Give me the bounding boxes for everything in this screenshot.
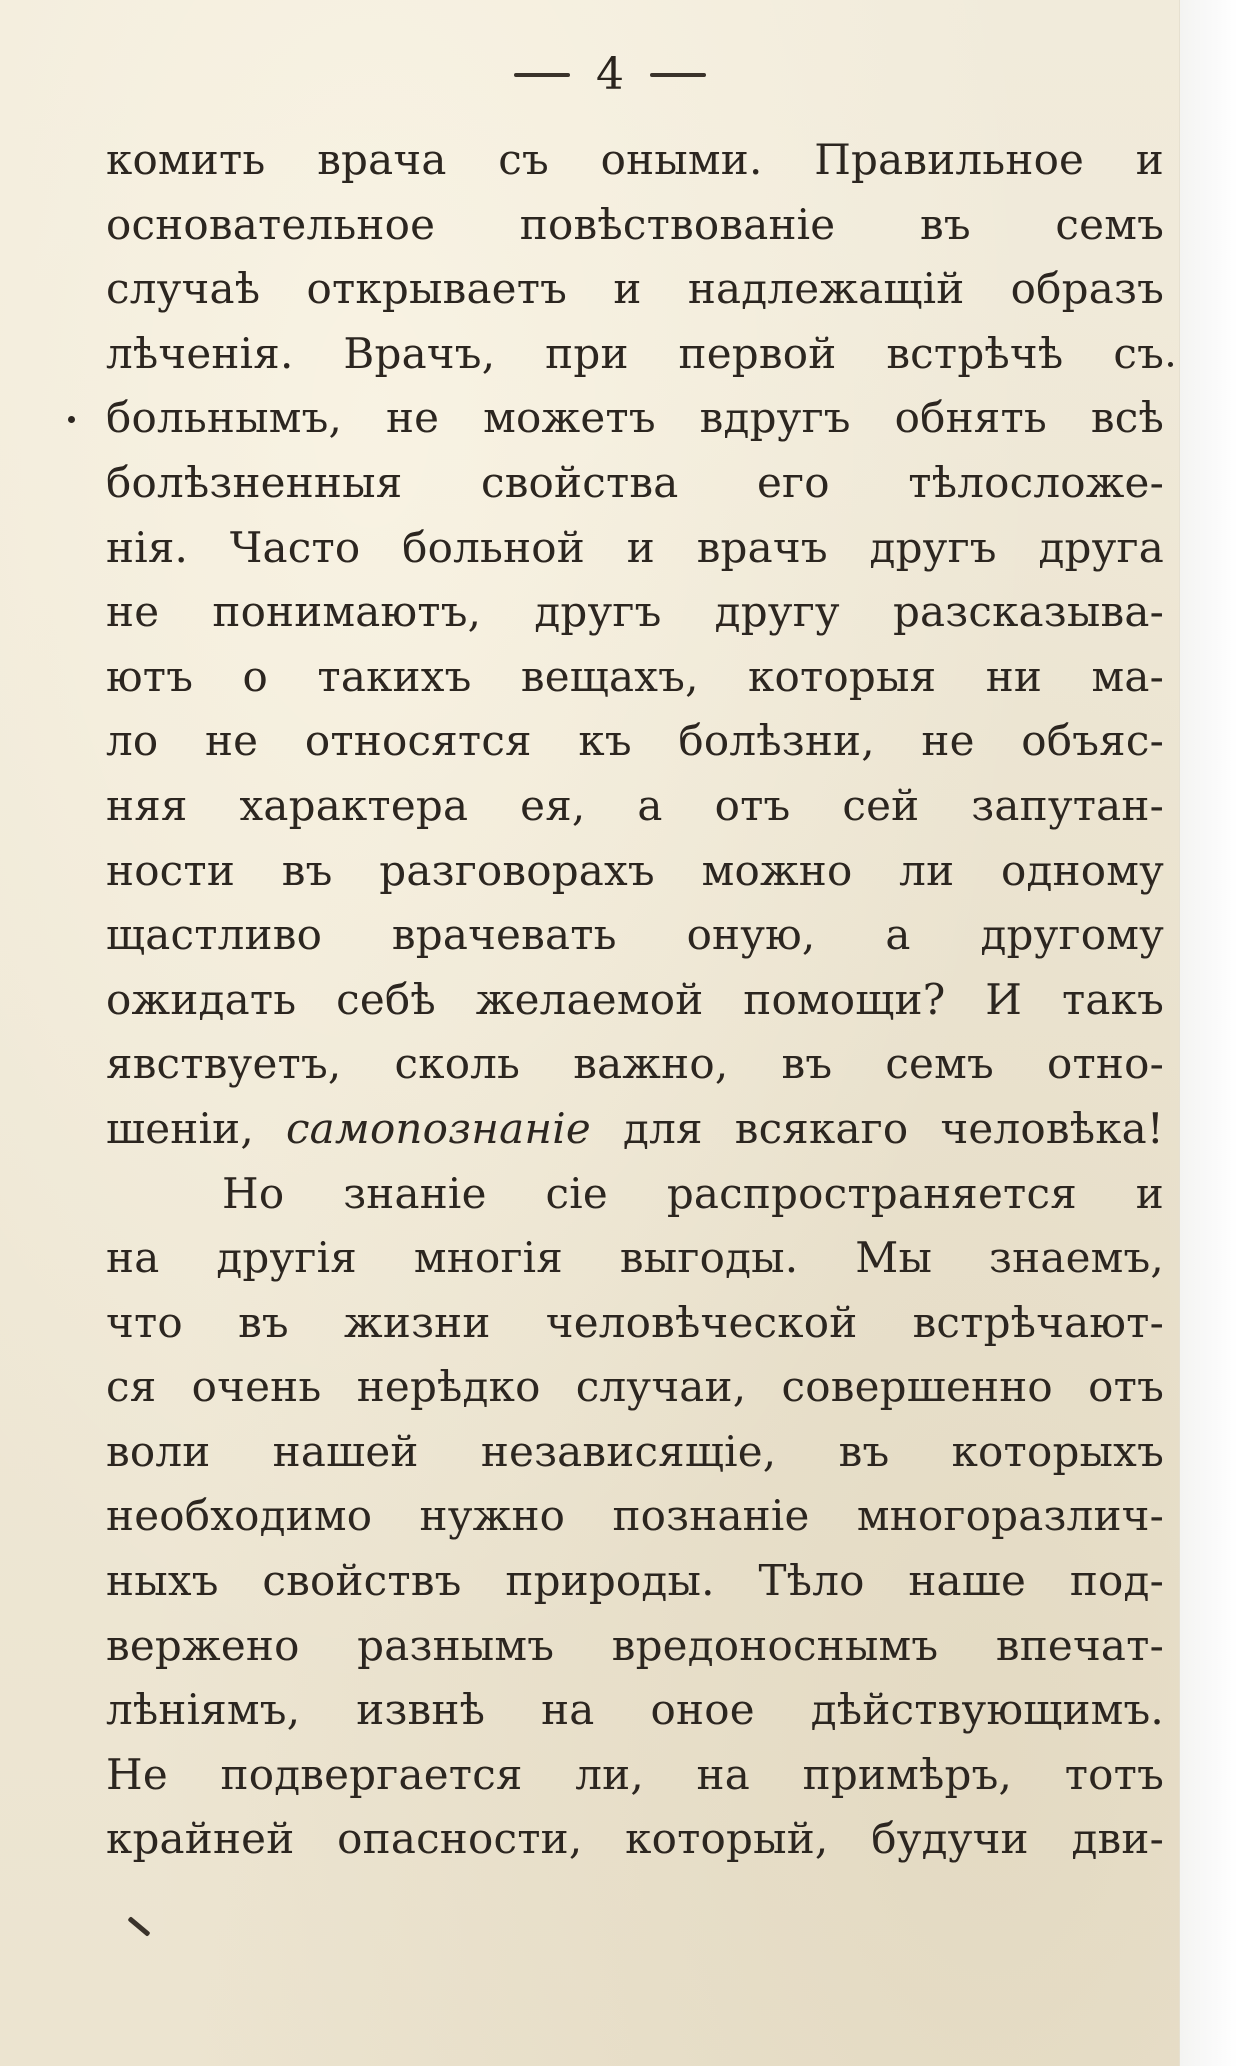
paragraph-first-line: Но знаніе сіе распространяется и — [222, 1168, 1164, 1218]
text-line: Не подвергается ли, на примѣръ, тотъ — [106, 1749, 1164, 1799]
text-line: основательное повѣствованіе въ семъ — [106, 199, 1164, 249]
body-text — [106, 128, 1164, 1872]
text-line-emphasis — [106, 1097, 1164, 1162]
text-line: явствуетъ, сколь важно, въ семъ отно- — [106, 1039, 1164, 1089]
ink-mark — [127, 1916, 150, 1937]
emphasis-term: самопознаніе — [285, 1103, 591, 1153]
text-line: лѣченія. Врачъ, при первой встрѣчѣ съ — [106, 328, 1164, 378]
line-end: для всякаго человѣка! — [590, 1103, 1164, 1153]
text-line: комить врача съ оными. Правильное и — [106, 135, 1164, 184]
text-line: на другія многія выгоды. Мы знаемъ, — [106, 1233, 1164, 1283]
text-line: ло не относятся къ болѣзни, не объяс- — [106, 716, 1164, 766]
text-line: лѣніямъ, извнѣ на оное дѣйствующимъ. — [106, 1685, 1164, 1735]
text-line: нія. Часто больной и врачъ другъ друга — [106, 522, 1164, 572]
text-line: ютъ о такихъ вещахъ, которыя ни ма- — [106, 651, 1164, 701]
text-line: ся очень нерѣдко случаи, совершенно отъ — [106, 1362, 1164, 1412]
text-line: что въ жизни человѣческой встрѣчают- — [106, 1297, 1164, 1347]
text-line: воли нашей независящіе, въ которыхъ — [106, 1426, 1164, 1476]
ink-spot — [1168, 362, 1173, 367]
text-line: случаѣ открываетъ и надлежащій образъ — [106, 264, 1164, 314]
text-line: няя характера ея, а отъ сей запутан- — [106, 780, 1164, 830]
text-line: болѣзненныя свойства его тѣлосложе- — [106, 457, 1164, 507]
page-number: 4 — [596, 49, 624, 100]
text-line: не понимаютъ, другъ другу разсказыва- — [106, 587, 1164, 637]
page-edge — [1179, 0, 1238, 2066]
text-line: вержено разнымъ вредоноснымъ впечат- — [106, 1620, 1164, 1670]
text-line: щастливо врачевать оную, а другому — [106, 910, 1164, 960]
page-header — [0, 40, 1180, 110]
text-line: больнымъ, не можетъ вдругъ обнять всѣ — [106, 393, 1164, 443]
header-dash-left — [514, 73, 570, 77]
header-dash-right — [650, 73, 706, 77]
ink-spot — [68, 416, 75, 423]
text-line: необходимо нужно познаніе многоразлич- — [106, 1491, 1164, 1541]
text-line: ныхъ свойствъ природы. Тѣло наше под- — [106, 1556, 1164, 1606]
text-line: крайней опасности, который, будучи дви- — [106, 1814, 1164, 1864]
text-line: ности въ разговорахъ можно ли одному — [106, 845, 1164, 895]
line-start: шеніи, — [106, 1103, 286, 1153]
text-line: ожидать себѣ желаемой помощи? И такъ — [106, 974, 1164, 1024]
